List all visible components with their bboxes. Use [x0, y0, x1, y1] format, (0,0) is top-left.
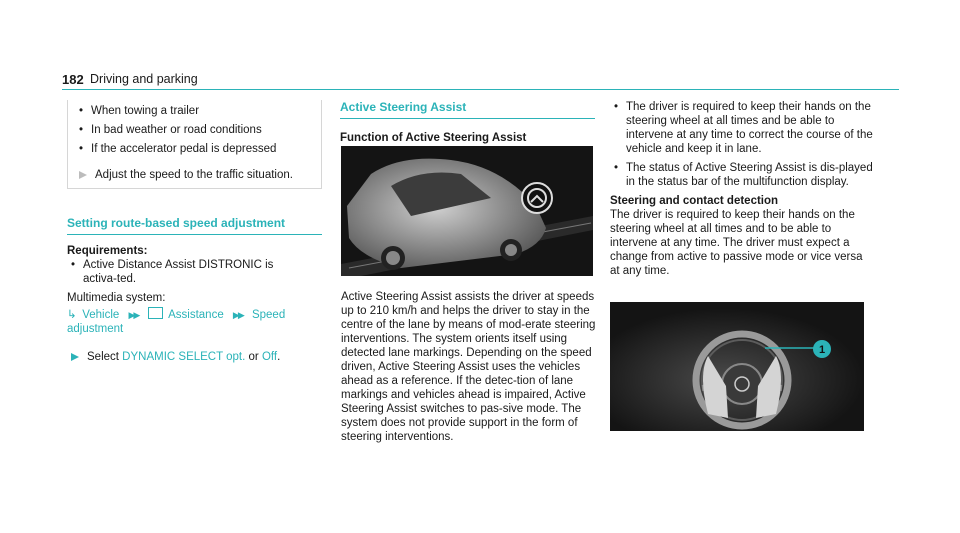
middle-column: [340, 100, 595, 145]
car-steering-assist-image: [341, 146, 593, 276]
list-item: • When towing a trailer: [75, 104, 311, 118]
list-item: • Active Distance Assist DISTRONIC is activa-ted.: [67, 258, 308, 286]
list-item: • The status of Active Steering Assist is dis-played in the status bar of the multifunction display.: [610, 161, 875, 189]
car-illustration: [341, 146, 593, 276]
conditions-box: [67, 100, 322, 189]
page-number: 182: [62, 72, 84, 87]
menu-path: [67, 307, 322, 336]
section-heading: Setting route-based speed adjustment: [67, 216, 322, 235]
menu-path-speed-adjustment[interactable]: Speed adjustment: [67, 309, 286, 335]
select-prefix: Select: [87, 351, 119, 363]
body-text: The driver is required to keep their hands on the steering wheel at all times and to be able to intervene at any time. The driver must expect a change from active to passive mode or vice versa at any time.: [610, 209, 863, 277]
steering-wheel-image: [610, 302, 864, 431]
subsection-heading: Function of Active Steering Assist: [340, 132, 527, 144]
menu-entry-arrow-icon: ↳: [67, 309, 77, 321]
svg-text:1: 1: [818, 344, 826, 356]
requirements-list: [67, 258, 322, 286]
section-heading: Active Steering Assist: [340, 100, 595, 119]
steering-wheel-illustration: [610, 302, 864, 431]
car-icon: [148, 307, 163, 319]
option-dynamic-select[interactable]: DYNAMIC SELECT opt.: [122, 351, 246, 363]
list-item: • The driver is required to keep their hands on the steering wheel at all times and be able to intervene at any time to correct the course of the vehicle and keep it in lane.: [610, 100, 875, 156]
subsection-heading: Steering and contact detection: [610, 195, 779, 207]
step-arrow-icon: [71, 353, 79, 361]
adjust-step: [75, 168, 311, 182]
info-list: [610, 100, 875, 189]
middle-body: [341, 290, 596, 444]
option-off[interactable]: Off: [261, 351, 278, 363]
select-step: [67, 350, 322, 364]
conditions-list: [75, 104, 311, 156]
multimedia-label: Multimedia system:: [67, 292, 166, 304]
body-text: Active Steering Assist assists the driver at speeds up to 210 km/h and helps the driver to stay in the centre of the lane by means of mod-erate steering interventions. The system orients itself using detected lane markings. Depending on the speed driven, Active Steering Assist uses the vehicles ahead as a reference. If the detec-tion of lane markings and vehicles ahead is impaired, Active Steering Assist switches to pas-sive mode. The system does not provide support in the form of steering interventions.: [341, 291, 596, 443]
requirements-label: Requirements:: [67, 245, 148, 257]
header-rule: [62, 89, 899, 90]
menu-path-vehicle[interactable]: Vehicle: [82, 309, 120, 321]
steering-wheel-icon: [522, 183, 552, 213]
step-arrow-icon: [79, 171, 87, 179]
left-column: [67, 100, 322, 364]
requirements-block: [67, 244, 322, 286]
path-separator-icon: ▶▶: [128, 310, 139, 320]
path-separator-icon: ▶▶: [232, 310, 243, 320]
list-item: • If the accelerator pedal is depressed: [75, 142, 311, 156]
menu-path-assistance[interactable]: Assistance: [168, 309, 224, 321]
step-text: Adjust the speed to the traffic situation.: [95, 169, 293, 181]
section-title: Driving and parking: [90, 72, 198, 86]
callout-1-icon: [813, 340, 831, 358]
select-end: .: [277, 351, 281, 363]
select-or: or: [248, 351, 259, 363]
list-item: • In bad weather or road conditions: [75, 123, 311, 137]
right-column: [610, 100, 875, 278]
